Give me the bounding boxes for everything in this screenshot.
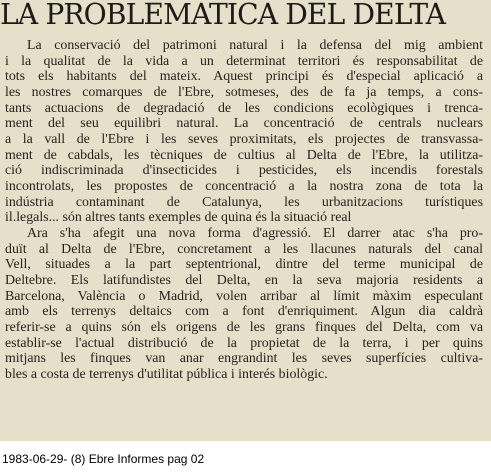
- article-line: Ara s'ha afegit una nova forma d'agressió. El darrer atac s'ha pro-: [27, 226, 483, 242]
- article-line: incontrolats, les propostes de concentració a la nostra zona de tota la: [5, 179, 483, 195]
- article-line: referir-se a quins són els origens de les grans finques del Delta, com va: [5, 320, 483, 336]
- article-line: mitjans les finques van anar engrandint les seves superfícies cultiva-: [5, 351, 483, 367]
- article-line: a la vall de l'Ebre i les seves proximitats, els projectes de transvassa-: [5, 132, 483, 148]
- article-body: [5, 38, 483, 383]
- article-line: Deltebre. Els latifundistes del Delta, en la seva majoria residents a: [5, 273, 483, 289]
- article-line: tots els habitants del mateix. Aquest principi és d'especial aplicació a: [5, 69, 483, 85]
- article-line: Barcelona, València o Madrid, volen arribar al límit màxim especulant: [5, 288, 483, 304]
- headline: LA PROBLEMATICA DEL DELTA: [0, 0, 446, 31]
- article-line: amb els terrenys deltaics com a font d'enriquiment. Algun dia caldrà: [5, 304, 483, 320]
- article-line: indústria contaminant de Catalunya, les urbanitzacions turístiques: [5, 194, 483, 210]
- article-line: ment de cabdals, les tècniques de cultius al Delta de l'Ebre, la utilitza-: [5, 147, 483, 163]
- article-line: establir-se l'actual distribució de la propietat de la terra, i per quins: [5, 335, 483, 351]
- article-line: i la qualitat de la vida a un determinat territori és responsabilitat de: [5, 53, 483, 69]
- article-line: bles a costa de terrenys d'utilitat pública i interés biològic.: [5, 367, 328, 383]
- article-line: tants actuacions de degradació de les condicions ecològiques i trenca-: [5, 100, 483, 116]
- article-line: Vell, situades a la part septentrional, dintre del terme municipal de: [5, 257, 483, 273]
- article-line: il.legals... són altres tants exemples de quina és la situació real: [5, 210, 352, 226]
- article-line: ció indiscriminada d'insecticides i pesticides, els incendis forestals: [5, 163, 483, 179]
- article-line: ment del seu equilibri natural. La concentració de centrals nuclears: [5, 116, 483, 132]
- article-line: La conservació del patrimoni natural i la defensa del mig ambient: [27, 38, 483, 53]
- article-line: duït al Delta de l'Ebre, concretament a les llacunes naturals del canal: [5, 241, 483, 257]
- article-line: les nostres comarques de l'Ebre, sotmeses, des de fa ja temps, a cons-: [5, 85, 483, 101]
- image-caption: 1983-06-29- (8) Ebre Informes pag 02: [2, 452, 205, 466]
